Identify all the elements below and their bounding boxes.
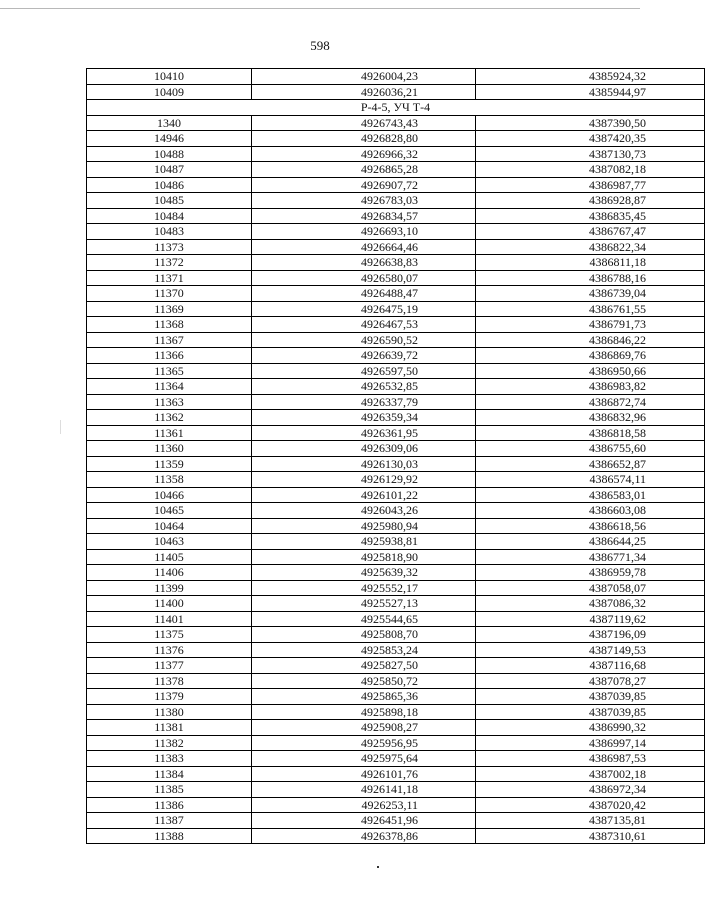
- x-coordinate-cell: 4926907,72: [252, 177, 476, 193]
- x-coordinate-cell: 4926590,52: [252, 332, 476, 348]
- table-row: [87, 658, 705, 674]
- table-row: [87, 549, 705, 565]
- table-row: [87, 766, 705, 782]
- point-number-cell: 11365: [87, 363, 252, 379]
- table-row: [87, 379, 705, 395]
- x-coordinate-cell: 4926865,28: [252, 162, 476, 178]
- y-coordinate-cell: 4387039,85: [476, 704, 705, 720]
- table-row: [87, 208, 705, 224]
- point-number-cell: 11373: [87, 239, 252, 255]
- table-row: [87, 193, 705, 209]
- y-coordinate-cell: 4386972,34: [476, 782, 705, 798]
- y-coordinate-cell: 4386767,47: [476, 224, 705, 240]
- table-row: [87, 797, 705, 813]
- point-number-cell: 11382: [87, 735, 252, 751]
- point-number-cell: 1340: [87, 115, 252, 131]
- point-number-cell: 10464: [87, 518, 252, 534]
- y-coordinate-cell: 4386822,34: [476, 239, 705, 255]
- point-number-cell: 10466: [87, 487, 252, 503]
- x-coordinate-cell: 4926467,53: [252, 317, 476, 333]
- x-coordinate-cell: 4926451,96: [252, 813, 476, 829]
- x-coordinate-cell: 4926475,19: [252, 301, 476, 317]
- table-row: [87, 627, 705, 643]
- y-coordinate-cell: 4387086,32: [476, 596, 705, 612]
- y-coordinate-cell: 4386644,25: [476, 534, 705, 550]
- y-coordinate-cell: 4386928,87: [476, 193, 705, 209]
- x-coordinate-cell: 4925908,27: [252, 720, 476, 736]
- y-coordinate-cell: 4385944,97: [476, 84, 705, 100]
- point-number-cell: 11386: [87, 797, 252, 813]
- point-number-cell: 11370: [87, 286, 252, 302]
- point-number-cell: 11366: [87, 348, 252, 364]
- coordinates-table-body: [87, 69, 705, 844]
- y-coordinate-cell: 4386987,53: [476, 751, 705, 767]
- y-coordinate-cell: 4387130,73: [476, 146, 705, 162]
- point-number-cell: 11381: [87, 720, 252, 736]
- point-number-cell: 10410: [87, 69, 252, 85]
- point-number-cell: 11360: [87, 441, 252, 457]
- point-number-cell: 11400: [87, 596, 252, 612]
- x-coordinate-cell: 4926253,11: [252, 797, 476, 813]
- y-coordinate-cell: 4386761,55: [476, 301, 705, 317]
- y-coordinate-cell: 4386846,22: [476, 332, 705, 348]
- point-number-cell: 11358: [87, 472, 252, 488]
- table-row: [87, 735, 705, 751]
- point-number-cell: 10463: [87, 534, 252, 550]
- x-coordinate-cell: 4926693,10: [252, 224, 476, 240]
- x-coordinate-cell: 4926130,03: [252, 456, 476, 472]
- x-coordinate-cell: 4926043,26: [252, 503, 476, 519]
- y-coordinate-cell: 4387135,81: [476, 813, 705, 829]
- x-coordinate-cell: 4926580,07: [252, 270, 476, 286]
- point-number-cell: 11364: [87, 379, 252, 395]
- x-coordinate-cell: 4926834,57: [252, 208, 476, 224]
- table-row: [87, 410, 705, 426]
- y-coordinate-cell: 4386990,32: [476, 720, 705, 736]
- x-coordinate-cell: 4926361,95: [252, 425, 476, 441]
- point-number-cell: 11384: [87, 766, 252, 782]
- x-coordinate-cell: 4925975,64: [252, 751, 476, 767]
- table-row: [87, 332, 705, 348]
- footer-dot: [377, 866, 379, 868]
- point-number-cell: 11383: [87, 751, 252, 767]
- y-coordinate-cell: 4386835,45: [476, 208, 705, 224]
- table-row: [87, 84, 705, 100]
- x-coordinate-cell: 4925527,13: [252, 596, 476, 612]
- x-coordinate-cell: 4925552,17: [252, 580, 476, 596]
- y-coordinate-cell: 4387119,62: [476, 611, 705, 627]
- x-coordinate-cell: 4926004,23: [252, 69, 476, 85]
- x-coordinate-cell: 4925818,90: [252, 549, 476, 565]
- table-row: [87, 828, 705, 844]
- x-coordinate-cell: 4926639,72: [252, 348, 476, 364]
- table-row: [87, 441, 705, 457]
- x-coordinate-cell: 4926597,50: [252, 363, 476, 379]
- x-coordinate-cell: 4926101,76: [252, 766, 476, 782]
- x-coordinate-cell: 4925980,94: [252, 518, 476, 534]
- x-coordinate-cell: 4926664,46: [252, 239, 476, 255]
- table-row: [87, 131, 705, 147]
- x-coordinate-cell: 4926532,85: [252, 379, 476, 395]
- table-row: [87, 472, 705, 488]
- x-coordinate-cell: 4925827,50: [252, 658, 476, 674]
- point-number-cell: 11362: [87, 410, 252, 426]
- table-row: [87, 69, 705, 85]
- point-number-cell: 11369: [87, 301, 252, 317]
- point-number-cell: 10409: [87, 84, 252, 100]
- x-coordinate-cell: 4925639,32: [252, 565, 476, 581]
- y-coordinate-cell: 4386872,74: [476, 394, 705, 410]
- section-title: Р-4-5, УЧ Т-4: [87, 100, 705, 116]
- y-coordinate-cell: 4386959,78: [476, 565, 705, 581]
- point-number-cell: 10483: [87, 224, 252, 240]
- table-row: [87, 270, 705, 286]
- y-coordinate-cell: 4386869,76: [476, 348, 705, 364]
- point-number-cell: 11378: [87, 673, 252, 689]
- table-row: [87, 425, 705, 441]
- point-number-cell: 11367: [87, 332, 252, 348]
- table-row: [87, 239, 705, 255]
- x-coordinate-cell: 4926783,03: [252, 193, 476, 209]
- x-coordinate-cell: 4926359,34: [252, 410, 476, 426]
- x-coordinate-cell: 4925898,18: [252, 704, 476, 720]
- y-coordinate-cell: 4386603,08: [476, 503, 705, 519]
- x-coordinate-cell: 4925865,36: [252, 689, 476, 705]
- table-row: [87, 286, 705, 302]
- point-number-cell: 11359: [87, 456, 252, 472]
- table-row: [87, 162, 705, 178]
- y-coordinate-cell: 4386811,18: [476, 255, 705, 271]
- y-coordinate-cell: 4387310,61: [476, 828, 705, 844]
- table-row: [87, 503, 705, 519]
- y-coordinate-cell: 4386791,73: [476, 317, 705, 333]
- table-row: [87, 580, 705, 596]
- y-coordinate-cell: 4386788,16: [476, 270, 705, 286]
- point-number-cell: 14946: [87, 131, 252, 147]
- y-coordinate-cell: 4386574,11: [476, 472, 705, 488]
- table-row: [87, 782, 705, 798]
- y-coordinate-cell: 4386739,04: [476, 286, 705, 302]
- y-coordinate-cell: 4386983,82: [476, 379, 705, 395]
- table-row: [87, 720, 705, 736]
- table-row: [87, 704, 705, 720]
- point-number-cell: 11406: [87, 565, 252, 581]
- point-number-cell: 10484: [87, 208, 252, 224]
- table-row: [87, 689, 705, 705]
- point-number-cell: 10465: [87, 503, 252, 519]
- y-coordinate-cell: 4386652,87: [476, 456, 705, 472]
- table-row: [87, 518, 705, 534]
- y-coordinate-cell: 4387420,35: [476, 131, 705, 147]
- table-row: [87, 317, 705, 333]
- x-coordinate-cell: 4925956,95: [252, 735, 476, 751]
- y-coordinate-cell: 4386987,77: [476, 177, 705, 193]
- x-coordinate-cell: 4926488,47: [252, 286, 476, 302]
- y-coordinate-cell: 4387116,68: [476, 658, 705, 674]
- x-coordinate-cell: 4925850,72: [252, 673, 476, 689]
- point-number-cell: 11399: [87, 580, 252, 596]
- table-row: [87, 348, 705, 364]
- x-coordinate-cell: 4925808,70: [252, 627, 476, 643]
- y-coordinate-cell: 4385924,32: [476, 69, 705, 85]
- table-row: [87, 301, 705, 317]
- scan-margin-mark: [60, 420, 61, 434]
- table-row: [87, 255, 705, 271]
- point-number-cell: 10488: [87, 146, 252, 162]
- x-coordinate-cell: 4926743,43: [252, 115, 476, 131]
- x-coordinate-cell: 4926378,86: [252, 828, 476, 844]
- point-number-cell: 10487: [87, 162, 252, 178]
- point-number-cell: 11361: [87, 425, 252, 441]
- x-coordinate-cell: 4926309,06: [252, 441, 476, 457]
- y-coordinate-cell: 4387002,18: [476, 766, 705, 782]
- table-row: [87, 611, 705, 627]
- point-number-cell: 10485: [87, 193, 252, 209]
- y-coordinate-cell: 4386771,34: [476, 549, 705, 565]
- top-scan-rule: [0, 8, 640, 9]
- point-number-cell: 11375: [87, 627, 252, 643]
- page-number: 598: [310, 38, 330, 53]
- y-coordinate-cell: 4387390,50: [476, 115, 705, 131]
- y-coordinate-cell: 4386618,56: [476, 518, 705, 534]
- point-number-cell: 11405: [87, 549, 252, 565]
- x-coordinate-cell: 4925544,65: [252, 611, 476, 627]
- table-row: [87, 146, 705, 162]
- point-number-cell: 10486: [87, 177, 252, 193]
- y-coordinate-cell: 4387058,07: [476, 580, 705, 596]
- table-row: [87, 394, 705, 410]
- table-row: [87, 565, 705, 581]
- point-number-cell: 11401: [87, 611, 252, 627]
- y-coordinate-cell: 4386950,66: [476, 363, 705, 379]
- point-number-cell: 11379: [87, 689, 252, 705]
- y-coordinate-cell: 4387039,85: [476, 689, 705, 705]
- x-coordinate-cell: 4926638,83: [252, 255, 476, 271]
- x-coordinate-cell: 4925938,81: [252, 534, 476, 550]
- point-number-cell: 11371: [87, 270, 252, 286]
- table-row: [87, 642, 705, 658]
- point-number-cell: 11388: [87, 828, 252, 844]
- y-coordinate-cell: 4387078,27: [476, 673, 705, 689]
- x-coordinate-cell: 4926141,18: [252, 782, 476, 798]
- y-coordinate-cell: 4386818,58: [476, 425, 705, 441]
- y-coordinate-cell: 4387149,53: [476, 642, 705, 658]
- table-row: [87, 751, 705, 767]
- y-coordinate-cell: 4387020,42: [476, 797, 705, 813]
- point-number-cell: 11377: [87, 658, 252, 674]
- x-coordinate-cell: 4926101,22: [252, 487, 476, 503]
- section-row: [87, 100, 705, 116]
- coordinates-table: [86, 68, 705, 844]
- x-coordinate-cell: 4926337,79: [252, 394, 476, 410]
- x-coordinate-cell: 4925853,24: [252, 642, 476, 658]
- y-coordinate-cell: 4386755,60: [476, 441, 705, 457]
- y-coordinate-cell: 4386997,14: [476, 735, 705, 751]
- point-number-cell: 11376: [87, 642, 252, 658]
- table-row: [87, 115, 705, 131]
- table-row: [87, 456, 705, 472]
- y-coordinate-cell: 4387082,18: [476, 162, 705, 178]
- table-row: [87, 224, 705, 240]
- table-row: [87, 813, 705, 829]
- point-number-cell: 11368: [87, 317, 252, 333]
- x-coordinate-cell: 4926129,92: [252, 472, 476, 488]
- y-coordinate-cell: 4386832,96: [476, 410, 705, 426]
- point-number-cell: 11363: [87, 394, 252, 410]
- x-coordinate-cell: 4926966,32: [252, 146, 476, 162]
- table-row: [87, 673, 705, 689]
- point-number-cell: 11380: [87, 704, 252, 720]
- table-row: [87, 363, 705, 379]
- table-row: [87, 487, 705, 503]
- x-coordinate-cell: 4926828,80: [252, 131, 476, 147]
- y-coordinate-cell: 4386583,01: [476, 487, 705, 503]
- y-coordinate-cell: 4387196,09: [476, 627, 705, 643]
- table-row: [87, 534, 705, 550]
- point-number-cell: 11387: [87, 813, 252, 829]
- point-number-cell: 11372: [87, 255, 252, 271]
- table-row: [87, 177, 705, 193]
- x-coordinate-cell: 4926036,21: [252, 84, 476, 100]
- table-row: [87, 596, 705, 612]
- point-number-cell: 11385: [87, 782, 252, 798]
